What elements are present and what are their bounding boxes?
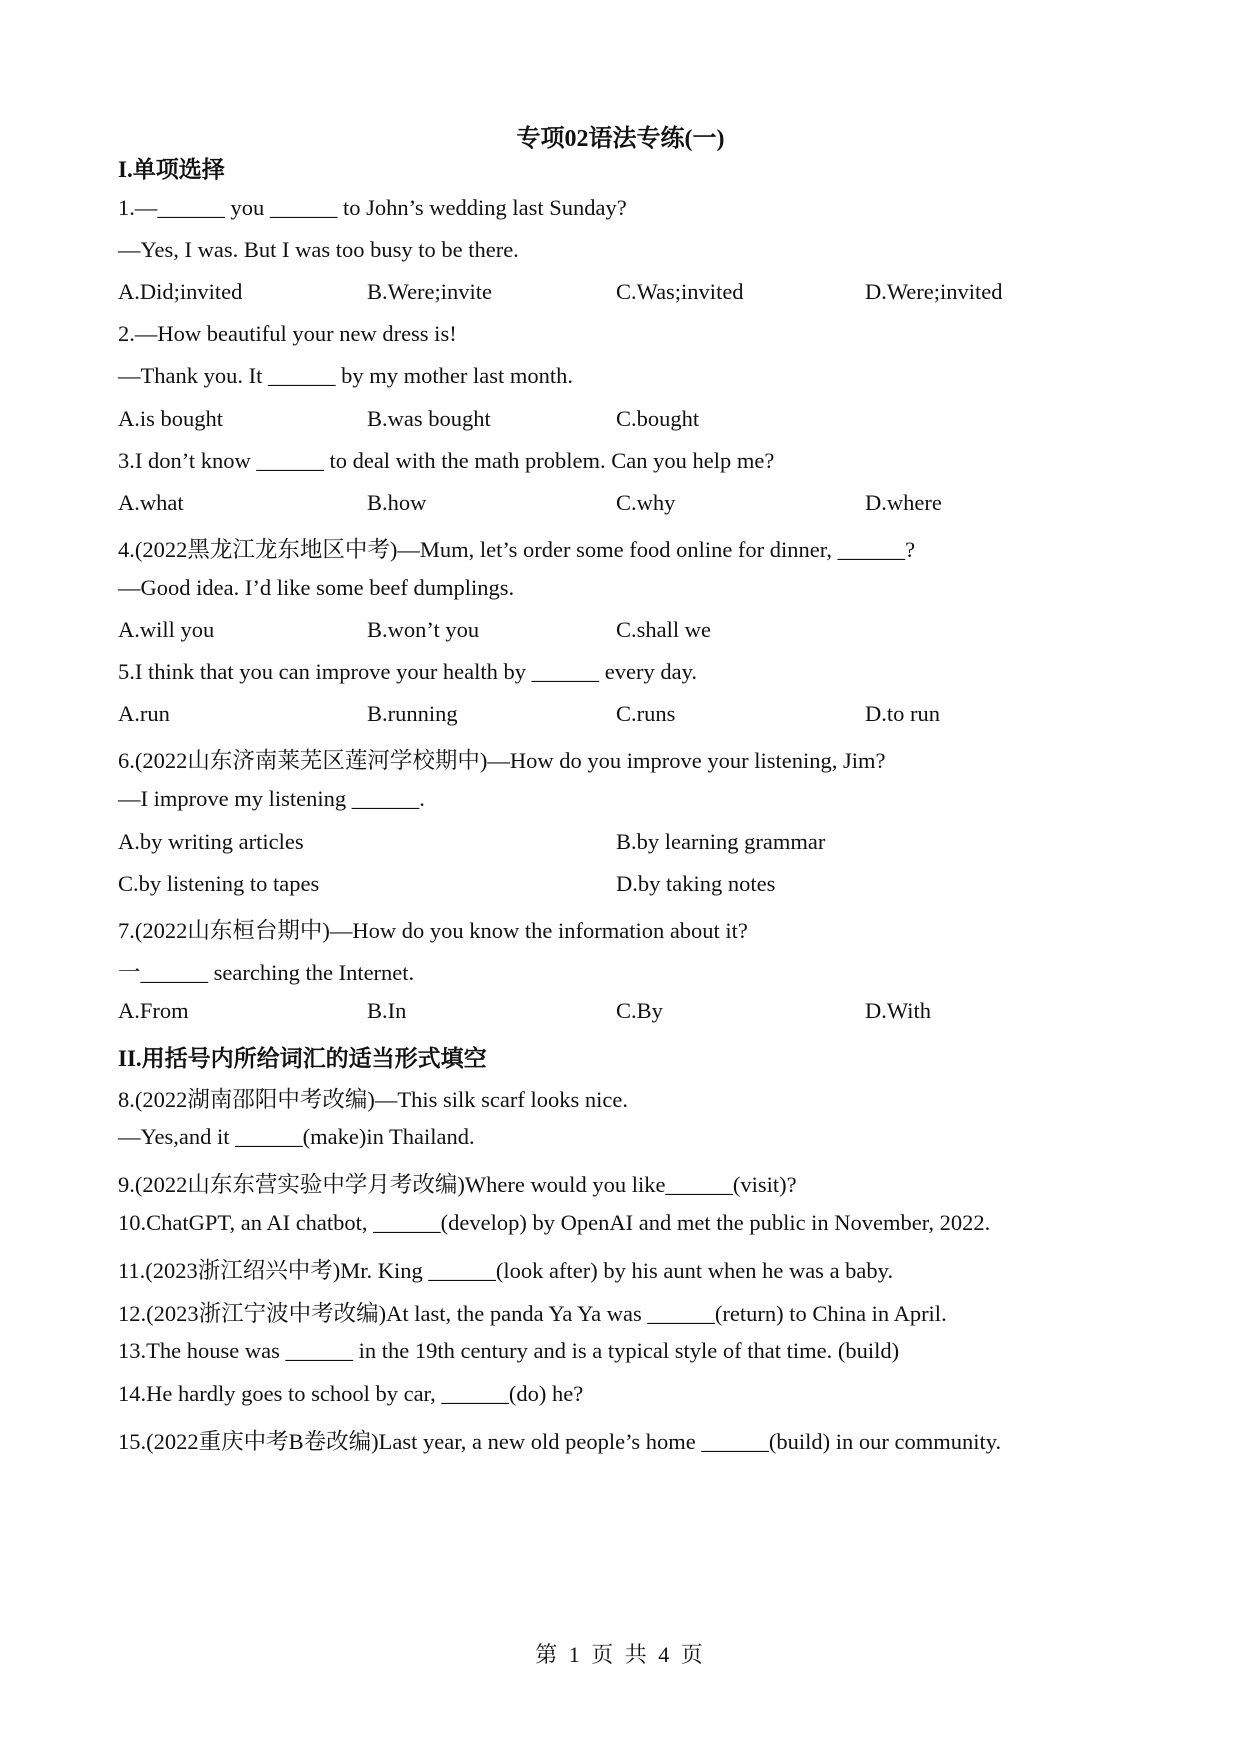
q7-option-d: D.With xyxy=(865,998,931,1023)
q6-option-d: D.by taking notes xyxy=(616,871,776,896)
question-8-stem: 8.(2022湖南邵阳中考改编)—This silk scarf looks nice. xyxy=(118,1087,628,1112)
q2-option-c: C.bought xyxy=(616,406,700,431)
q7-option-b: B.In xyxy=(367,998,407,1023)
question-7-reply: 一______ searching the Internet. xyxy=(118,960,415,985)
question-3-stem: 3.I don’t know ______ to deal with the math problem. Can you help me? xyxy=(118,448,775,473)
question-6-reply: —I improve my listening ______. xyxy=(118,786,425,811)
question-6-stem: 6.(2022山东济南莱芜区莲河学校期中)—How do you improve your listening, Jim? xyxy=(118,748,886,773)
q4-option-a: A.will you xyxy=(118,617,215,642)
q3-option-a: A.what xyxy=(118,490,184,515)
question-5-stem: 5.I think that you can improve your health by ______ every day. xyxy=(118,659,698,684)
section-heading-1: I.单项选择 xyxy=(118,157,225,182)
q2-option-b: B.was bought xyxy=(367,406,491,431)
q3-option-d: D.where xyxy=(865,490,942,515)
q5-option-c: C.runs xyxy=(616,701,676,726)
question-11: 11.(2023浙江绍兴中考)Mr. King ______(look after) by his aunt when he was a baby. xyxy=(118,1258,894,1283)
page-title: 专项02语法专练(一) xyxy=(516,126,725,152)
question-8-reply: —Yes,and it ______(make)in Thailand. xyxy=(118,1124,475,1149)
q7-option-c: C.By xyxy=(616,998,663,1023)
question-4-stem: 4.(2022黑龙江龙东地区中考)—Mum, let’s order some food online for dinner, ______? xyxy=(118,537,916,562)
q5-option-a: A.run xyxy=(118,701,170,726)
question-2-reply: —Thank you. It ______ by my mother last month. xyxy=(118,363,573,388)
q5-option-d: D.to run xyxy=(865,701,940,726)
page-footer: 第 1 页 共 4 页 xyxy=(535,1642,706,1667)
question-2-stem: 2.—How beautiful your new dress is! xyxy=(118,321,457,346)
question-12: 12.(2023浙江宁波中考改编)At last, the panda Ya Ya was ______(return) to China in April. xyxy=(118,1301,947,1326)
q7-option-a: A.From xyxy=(118,998,189,1023)
question-4-reply: —Good idea. I’d like some beef dumplings. xyxy=(118,575,515,600)
q2-option-a: A.is bought xyxy=(118,406,224,431)
question-14: 14.He hardly goes to school by car, ______(do) he? xyxy=(118,1381,584,1406)
q6-option-c: C.by listening to tapes xyxy=(118,871,320,896)
q1-option-a: A.Did;invited xyxy=(118,279,243,304)
question-10: 10.ChatGPT, an AI chatbot, ______(develop) by OpenAI and met the public in November, 2022. xyxy=(118,1210,991,1235)
q3-option-c: C.why xyxy=(616,490,676,515)
q1-option-b: B.Were;invite xyxy=(367,279,493,304)
question-9: 9.(2022山东东营实验中学月考改编)Where would you like______(visit)? xyxy=(118,1172,797,1197)
q5-option-b: B.running xyxy=(367,701,458,726)
q4-option-b: B.won’t you xyxy=(367,617,480,642)
question-7-stem: 7.(2022山东桓台期中)—How do you know the information about it? xyxy=(118,918,748,943)
q4-option-c: C.shall we xyxy=(616,617,711,642)
q1-option-c: C.Was;invited xyxy=(616,279,744,304)
q6-option-a: A.by writing articles xyxy=(118,829,304,854)
question-15: 15.(2022重庆中考B卷改编)Last year, a new old people’s home ______(build) in our community. xyxy=(118,1429,1002,1454)
q1-option-d: D.Were;invited xyxy=(865,279,1003,304)
q6-option-b: B.by learning grammar xyxy=(616,829,826,854)
question-1-stem: 1.—______ you ______ to John’s wedding last Sunday? xyxy=(118,195,627,220)
question-13: 13.The house was ______ in the 19th century and is a typical style of that time. (build) xyxy=(118,1338,900,1363)
question-1-reply: —Yes, I was. But I was too busy to be there. xyxy=(118,237,519,262)
section-heading-2: II.用括号内所给词汇的适当形式填空 xyxy=(118,1046,487,1071)
q3-option-b: B.how xyxy=(367,490,427,515)
